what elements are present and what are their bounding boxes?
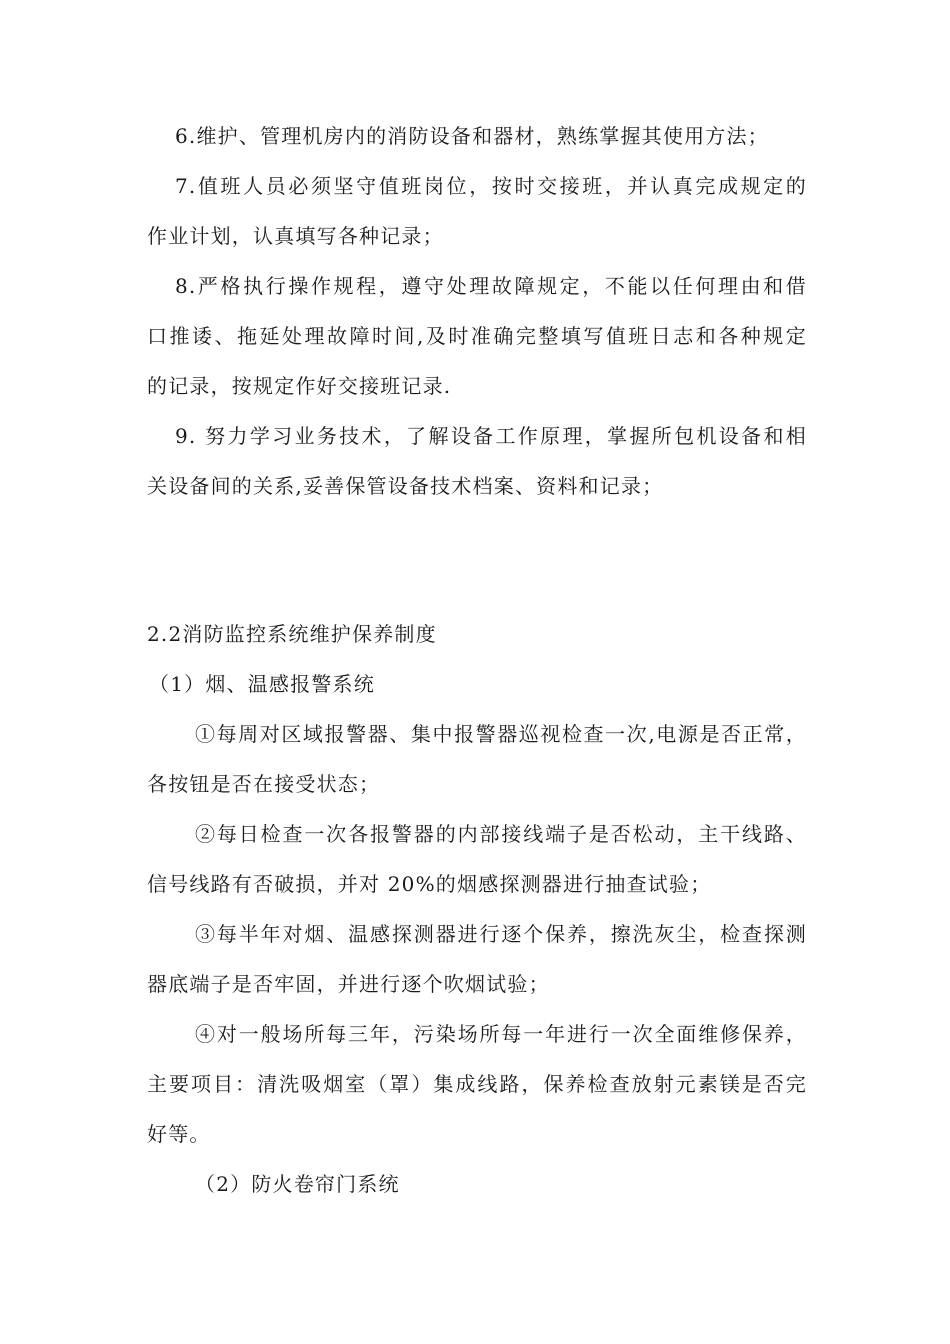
item-4-line-1: ④对一般场所每三年，污染场所每一年进行一次全面维修保养， [195, 1022, 807, 1046]
item-4-line-3: 好等。 [147, 1122, 211, 1146]
paragraph-6-line-1: 6.维护、管理机房内的消防设备和器材，熟练掌握其使用方法； [175, 124, 769, 148]
item-4-line-2: 主要项目：清洗吸烟室（罩）集成线路，保养检查放射元素镁是否完 [147, 1072, 807, 1096]
paragraph-8-line-3: 的记录，按规定作好交接班记录. [147, 374, 452, 398]
paragraph-7-line-2: 作业计划，认真填写各种记录； [147, 224, 444, 248]
paragraph-7-line-1: 7.值班人员必须坚守值班岗位，按时交接班，并认真完成规定的 [175, 174, 807, 198]
paragraph-8-line-1: 8.严格执行操作规程，遵守处理故障规定，不能以任何理由和借 [175, 274, 807, 298]
subsection-2-heading: （2）防火卷帘门系统 [195, 1172, 400, 1196]
paragraph-9-line-1: 9. 努力学习业务技术，了解设备工作原理，掌握所包机设备和相 [175, 424, 807, 448]
section-heading: 2.2消防监控系统维护保养制度 [147, 622, 437, 646]
paragraph-9-line-2: 关设备间的关系,妥善保管设备技术档案、资料和记录； [147, 474, 664, 498]
item-3-line-2: 器底端子是否牢固，并进行逐个吹烟试验； [147, 972, 550, 996]
item-1-line-2: 各按钮是否在接受状态； [147, 772, 381, 796]
item-1-line-1: ①每周对区域报警器、集中报警器巡视检查一次,电源是否正常， [195, 722, 807, 746]
subsection-1-heading: （1）烟、温感报警系统 [149, 672, 375, 696]
item-3-line-1: ③每半年对烟、温感探测器进行逐个保养，擦洗灰尘，检查探测 [195, 922, 807, 946]
item-2-line-1: ②每日检查一次各报警器的内部接线端子是否松动，主干线路、 [195, 822, 807, 846]
item-2-line-2: 信号线路有否破损，并对 20%的烟感探测器进行抽查试验； [147, 872, 712, 896]
paragraph-8-line-2: 口推诿、拖延处理故障时间,及时准确完整填写值班日志和各种规定 [147, 324, 807, 348]
